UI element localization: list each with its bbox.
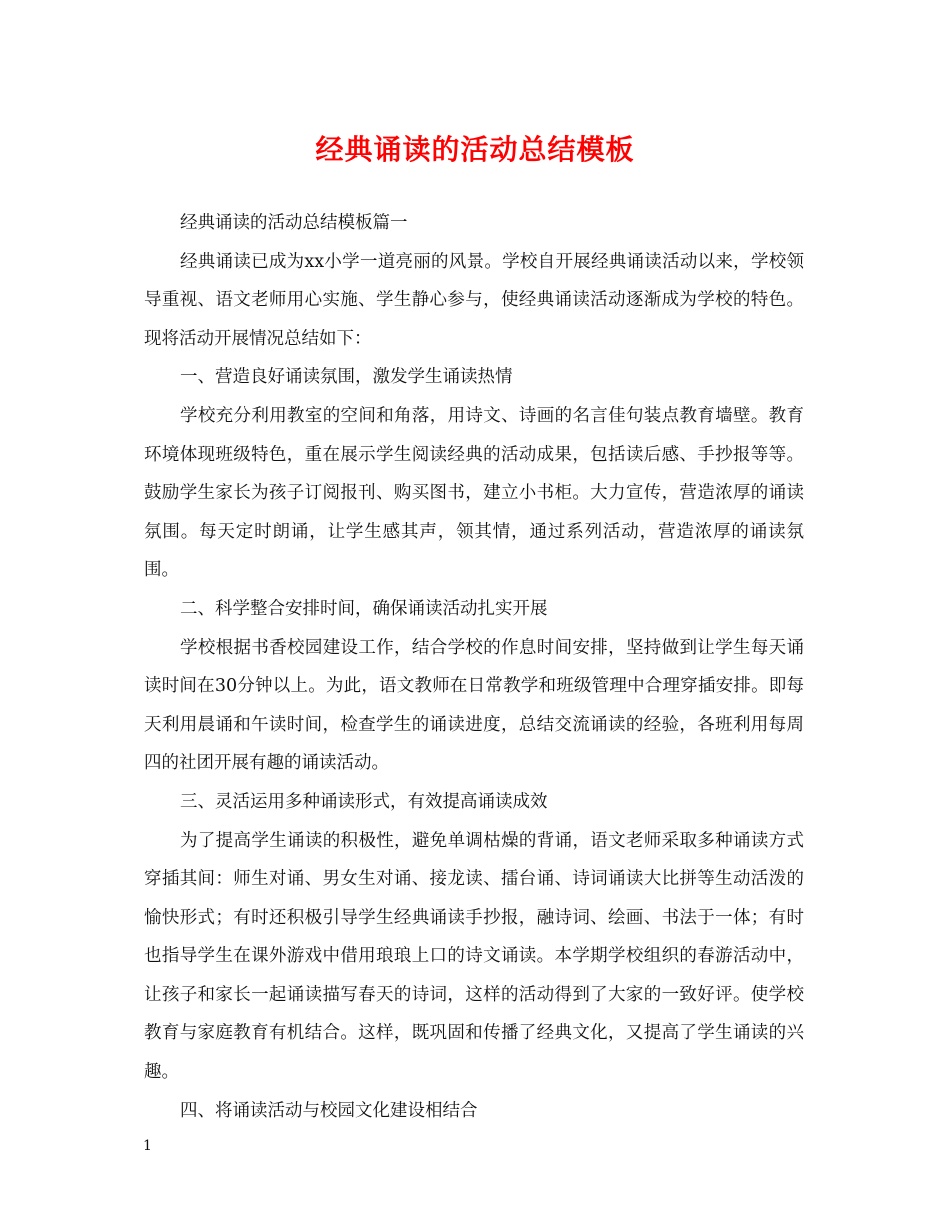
body-paragraph: 学校根据书香校园建设工作，结合学校的作息时间安排，坚持做到让学生每天诵读时间在30分钟以上。为此，语文教师在日常教学和班级管理中合理穿插安排。即每天利用晨诵和午读时间，检查学生的诵读进度，总结交流诵读的经验，各班利用每周四的社团开展有趣的诵读活动。 <box>144 637 804 774</box>
document-title: 经典诵读的活动总结模板 <box>315 133 635 166</box>
section-heading: 一、营造良好诵读氛围，激发学生诵读热情 <box>180 367 513 388</box>
body-paragraph: 经典诵读已成为xx小学一道亮丽的风景。学校自开展经典诵读活动以来，学校领导重视、语文老师用心实施、学生静心参与，使经典诵读活动逐渐成为学校的特色。现将活动开展情况总结如下： <box>144 251 804 349</box>
body-paragraph: 学校充分利用教室的空间和角落，用诗文、诗画的名言佳句装点教育墙壁。教育环境体现班级特色，重在展示学生阅读经典的活动成果，包括读后感、手抄报等等。鼓励学生家长为孩子订阅报刊、购买图书，建立小书柜。大力宣传，营造浓厚的诵读氛围。每天定时朗诵，让学生感其声，领其情，通过系列活动，营造浓厚的诵读氛围。 <box>144 405 804 581</box>
body-paragraph: 为了提高学生诵读的积极性，避免单调枯燥的背诵，语文老师采取多种诵读方式穿插其间：师生对诵、男女生对诵、接龙读、擂台诵、诗词诵读大比拼等生动活泼的愉快形式；有时还积极引导学生经典诵读手抄报，融诗词、绘画、书法于一体；有时也指导学生在课外游戏中借用琅琅上口的诗文诵读。本学期学校组织的春游活动中，让孩子和家长一起诵读描写春天的诗词，这样的活动得到了大家的一致好评。使学校教育与家庭教育有机结合。这样，既巩固和传播了经典文化，又提高了学生诵读的兴趣。 <box>144 830 804 1083</box>
page-number: 1 <box>143 1138 152 1154</box>
section-heading: 二、科学整合安排时间，确保诵读活动扎实开展 <box>180 598 548 619</box>
section-heading: 三、灵活运用多种诵读形式，有效提高诵读成效 <box>180 791 548 812</box>
document-body <box>144 204 804 1130</box>
section-heading: 四、将诵读活动与校园文化建设相结合 <box>180 1100 478 1121</box>
section-heading-intro: 经典诵读的活动总结模板篇一 <box>180 213 408 233</box>
